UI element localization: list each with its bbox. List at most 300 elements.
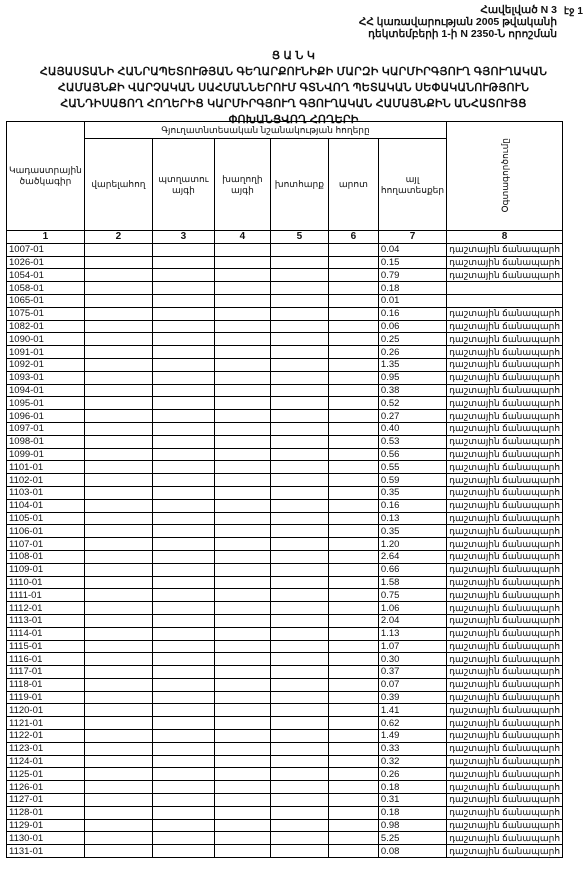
use-cell: դաշտային ճանապարհ <box>447 832 563 845</box>
cadastral-code-cell: 1096-01 <box>7 410 85 423</box>
other-lands-area-cell: 0.66 <box>378 563 446 576</box>
column-number: 8 <box>447 231 563 244</box>
vineyard-cell <box>214 576 270 589</box>
arable-cell <box>84 755 152 768</box>
use-cell: դաշտային ճանապարհ <box>447 602 563 615</box>
title-line-4: ՀԱՆԴԻՍԱՑՈՂ ՀՈՂԵՐԻՑ ԿԱՐՄԻՐԳՅՈՒՂ ԳՅՈՒՂԱԿԱՆ ՀԱՄԱՅՆՔԻՆ ԱՆՀԱՏՈՒՅՑ <box>60 98 527 110</box>
column-number: 2 <box>84 231 152 244</box>
hayfield-cell <box>270 755 328 768</box>
orchard-cell <box>152 768 214 781</box>
use-cell: դաշտային ճանապարհ <box>447 614 563 627</box>
pasture-cell <box>328 384 378 397</box>
arable-cell <box>84 768 152 781</box>
arable-cell <box>84 576 152 589</box>
use-cell: դաշտային ճանապարհ <box>447 410 563 423</box>
orchard-cell <box>152 371 214 384</box>
table-row <box>7 525 563 538</box>
pasture-cell <box>328 256 378 269</box>
document-title <box>0 48 587 128</box>
orchard-cell <box>152 474 214 487</box>
orchard-cell <box>152 448 214 461</box>
orchard-cell <box>152 691 214 704</box>
hayfield-cell <box>270 781 328 794</box>
header-arable: վարելահող <box>84 139 152 231</box>
vineyard-cell <box>214 627 270 640</box>
other-lands-area-cell: 5.25 <box>378 832 446 845</box>
pasture-cell <box>328 410 378 423</box>
pasture-cell <box>328 243 378 256</box>
hayfield-cell <box>270 307 328 320</box>
vineyard-cell <box>214 755 270 768</box>
orchard-cell <box>152 384 214 397</box>
orchard-cell <box>152 269 214 282</box>
vineyard-cell <box>214 435 270 448</box>
use-cell: դաշտային ճանապարհ <box>447 845 563 858</box>
hayfield-cell <box>270 320 328 333</box>
arable-cell <box>84 307 152 320</box>
hayfield-cell <box>270 794 328 807</box>
cadastral-code-cell: 1108-01 <box>7 550 85 563</box>
vineyard-cell <box>214 474 270 487</box>
cadastral-code-cell: 1103-01 <box>7 486 85 499</box>
use-cell: դաշտային ճանապարհ <box>447 806 563 819</box>
pasture-cell <box>328 755 378 768</box>
table-row <box>7 307 563 320</box>
arable-cell <box>84 589 152 602</box>
use-cell: դաշտային ճանապարհ <box>447 691 563 704</box>
hayfield-cell <box>270 563 328 576</box>
table-row <box>7 666 563 679</box>
use-cell: դաշտային ճանապարհ <box>447 435 563 448</box>
orchard-cell <box>152 806 214 819</box>
cadastral-code-cell: 1114-01 <box>7 627 85 640</box>
vineyard-cell <box>214 333 270 346</box>
orchard-cell <box>152 781 214 794</box>
table-row <box>7 550 563 563</box>
hayfield-cell <box>270 742 328 755</box>
pasture-cell <box>328 486 378 499</box>
orchard-cell <box>152 486 214 499</box>
table-row <box>7 845 563 858</box>
other-lands-area-cell: 1.13 <box>378 627 446 640</box>
use-cell: դաշտային ճանապարհ <box>447 512 563 525</box>
cadastral-code-cell: 1117-01 <box>7 666 85 679</box>
arable-cell <box>84 666 152 679</box>
vineyard-cell <box>214 678 270 691</box>
other-lands-area-cell: 2.04 <box>378 614 446 627</box>
vineyard-cell <box>214 346 270 359</box>
hayfield-cell <box>270 614 328 627</box>
orchard-cell <box>152 627 214 640</box>
pasture-cell <box>328 422 378 435</box>
vineyard-cell <box>214 307 270 320</box>
cadastral-code-cell: 1094-01 <box>7 384 85 397</box>
cadastral-code-cell: 1026-01 <box>7 256 85 269</box>
vineyard-cell <box>214 269 270 282</box>
table-row <box>7 320 563 333</box>
pasture-cell <box>328 333 378 346</box>
pasture-cell <box>328 294 378 307</box>
other-lands-area-cell: 0.18 <box>378 282 446 295</box>
use-cell: դաշտային ճանապարհ <box>447 358 563 371</box>
use-cell: դաշտային ճանապարհ <box>447 320 563 333</box>
cadastral-code-cell: 1118-01 <box>7 678 85 691</box>
pasture-cell <box>328 627 378 640</box>
arable-cell <box>84 269 152 282</box>
cadastral-code-cell: 1121-01 <box>7 717 85 730</box>
arable-cell <box>84 448 152 461</box>
cadastral-code-cell: 1109-01 <box>7 563 85 576</box>
arable-cell <box>84 602 152 615</box>
pasture-cell <box>328 653 378 666</box>
cadastral-code-cell: 1130-01 <box>7 832 85 845</box>
orchard-cell <box>152 346 214 359</box>
hayfield-cell <box>270 845 328 858</box>
vineyard-cell <box>214 730 270 743</box>
cadastral-code-cell: 1101-01 <box>7 461 85 474</box>
pasture-cell <box>328 346 378 359</box>
vineyard-cell <box>214 422 270 435</box>
header-vineyard: խաղողի այգի <box>214 139 270 231</box>
vineyard-cell <box>214 320 270 333</box>
arable-cell <box>84 794 152 807</box>
vineyard-cell <box>214 256 270 269</box>
hayfield-cell <box>270 422 328 435</box>
table-row <box>7 371 563 384</box>
vineyard-cell <box>214 358 270 371</box>
cadastral-code-cell: 1129-01 <box>7 819 85 832</box>
hayfield-cell <box>270 358 328 371</box>
hayfield-cell <box>270 371 328 384</box>
arable-cell <box>84 346 152 359</box>
orchard-cell <box>152 755 214 768</box>
hayfield-cell <box>270 666 328 679</box>
table-row <box>7 269 563 282</box>
arable-cell <box>84 538 152 551</box>
use-cell: դաշտային ճանապարհ <box>447 384 563 397</box>
orchard-cell <box>152 397 214 410</box>
pasture-cell <box>328 589 378 602</box>
hayfield-cell <box>270 576 328 589</box>
cadastral-code-cell: 1097-01 <box>7 422 85 435</box>
arable-cell <box>84 422 152 435</box>
cadastral-code-cell: 1127-01 <box>7 794 85 807</box>
orchard-cell <box>152 499 214 512</box>
other-lands-area-cell: 0.31 <box>378 794 446 807</box>
use-cell: դաշտային ճանապարհ <box>447 678 563 691</box>
vineyard-cell <box>214 589 270 602</box>
hayfield-cell <box>270 589 328 602</box>
pasture-cell <box>328 550 378 563</box>
cadastral-code-cell: 1125-01 <box>7 768 85 781</box>
other-lands-area-cell: 0.62 <box>378 717 446 730</box>
other-lands-area-cell: 0.40 <box>378 422 446 435</box>
pasture-cell <box>328 397 378 410</box>
cadastral-code-cell: 1131-01 <box>7 845 85 858</box>
use-cell: դաշտային ճանապարհ <box>447 576 563 589</box>
orchard-cell <box>152 307 214 320</box>
arable-cell <box>84 358 152 371</box>
table-row <box>7 499 563 512</box>
arable-cell <box>84 320 152 333</box>
pasture-cell <box>328 832 378 845</box>
pasture-cell <box>328 474 378 487</box>
table-row <box>7 781 563 794</box>
orchard-cell <box>152 243 214 256</box>
hayfield-cell <box>270 691 328 704</box>
orchard-cell <box>152 717 214 730</box>
orchard-cell <box>152 640 214 653</box>
other-lands-area-cell: 0.30 <box>378 653 446 666</box>
cadastral-code-cell: 1102-01 <box>7 474 85 487</box>
hayfield-cell <box>270 397 328 410</box>
column-number: 4 <box>214 231 270 244</box>
table-row <box>7 717 563 730</box>
pasture-cell <box>328 666 378 679</box>
pasture-cell <box>328 781 378 794</box>
hayfield-cell <box>270 435 328 448</box>
pasture-cell <box>328 704 378 717</box>
use-cell: դաշտային ճանապարհ <box>447 563 563 576</box>
other-lands-area-cell: 0.04 <box>378 243 446 256</box>
use-cell: դաշտային ճանապարհ <box>447 717 563 730</box>
column-number: 7 <box>378 231 446 244</box>
column-number: 1 <box>7 231 85 244</box>
table-row <box>7 448 563 461</box>
table-row <box>7 461 563 474</box>
arable-cell <box>84 845 152 858</box>
pasture-cell <box>328 806 378 819</box>
other-lands-area-cell: 0.27 <box>378 410 446 423</box>
annex-header <box>359 4 557 40</box>
header-other-lands: այլ հողատեսքեր <box>378 139 446 231</box>
vineyard-cell <box>214 282 270 295</box>
arable-cell <box>84 691 152 704</box>
pasture-cell <box>328 845 378 858</box>
use-cell: դաշտային ճանապարհ <box>447 550 563 563</box>
arable-cell <box>84 333 152 346</box>
hayfield-cell <box>270 294 328 307</box>
table-row <box>7 333 563 346</box>
hayfield-cell <box>270 243 328 256</box>
orchard-cell <box>152 525 214 538</box>
use-cell: դաշտային ճանապարհ <box>447 499 563 512</box>
cadastral-code-cell: 1095-01 <box>7 397 85 410</box>
pasture-cell <box>328 717 378 730</box>
vineyard-cell <box>214 640 270 653</box>
arable-cell <box>84 678 152 691</box>
vineyard-cell <box>214 614 270 627</box>
other-lands-area-cell: 0.16 <box>378 499 446 512</box>
vineyard-cell <box>214 294 270 307</box>
header-use-text: Օգտագործումը <box>499 137 510 213</box>
pasture-cell <box>328 435 378 448</box>
table-row <box>7 384 563 397</box>
cadastral-code-cell: 1120-01 <box>7 704 85 717</box>
pasture-cell <box>328 819 378 832</box>
pasture-cell <box>328 269 378 282</box>
vineyard-cell <box>214 243 270 256</box>
cadastral-code-cell: 1110-01 <box>7 576 85 589</box>
cadastral-code-cell: 1105-01 <box>7 512 85 525</box>
pasture-cell <box>328 461 378 474</box>
pasture-cell <box>328 602 378 615</box>
cadastral-code-cell: 1128-01 <box>7 806 85 819</box>
use-cell: դաշտային ճանապարհ <box>447 589 563 602</box>
arable-cell <box>84 717 152 730</box>
other-lands-area-cell: 0.01 <box>378 294 446 307</box>
hayfield-cell <box>270 653 328 666</box>
other-lands-area-cell: 0.32 <box>378 755 446 768</box>
vineyard-cell <box>214 845 270 858</box>
orchard-cell <box>152 704 214 717</box>
header-agri-group: Գյուղատնտեսական նշանակության հողերը <box>84 122 446 139</box>
hayfield-cell <box>270 704 328 717</box>
header-cadastral-code: Կադաստրային ծածկագիր <box>7 122 85 231</box>
table-row <box>7 589 563 602</box>
orchard-cell <box>152 794 214 807</box>
hayfield-cell <box>270 525 328 538</box>
other-lands-area-cell: 0.53 <box>378 435 446 448</box>
table-row <box>7 742 563 755</box>
pasture-cell <box>328 678 378 691</box>
hayfield-cell <box>270 819 328 832</box>
vineyard-cell <box>214 410 270 423</box>
vineyard-cell <box>214 717 270 730</box>
table-row <box>7 704 563 717</box>
arable-cell <box>84 486 152 499</box>
cadastral-code-cell: 1112-01 <box>7 602 85 615</box>
hayfield-cell <box>270 256 328 269</box>
hayfield-cell <box>270 832 328 845</box>
cadastral-code-cell: 1104-01 <box>7 499 85 512</box>
cadastral-code-cell: 1092-01 <box>7 358 85 371</box>
arable-cell <box>84 819 152 832</box>
land-register-table <box>6 121 563 858</box>
arable-cell <box>84 461 152 474</box>
table-row <box>7 832 563 845</box>
orchard-cell <box>152 550 214 563</box>
table-row <box>7 435 563 448</box>
vineyard-cell <box>214 794 270 807</box>
header-use <box>447 122 563 231</box>
other-lands-area-cell: 0.13 <box>378 512 446 525</box>
orchard-cell <box>152 576 214 589</box>
vineyard-cell <box>214 397 270 410</box>
use-cell: դաշտային ճանապարհ <box>447 627 563 640</box>
other-lands-area-cell: 0.25 <box>378 333 446 346</box>
table-row <box>7 614 563 627</box>
other-lands-area-cell: 0.59 <box>378 474 446 487</box>
table-row <box>7 576 563 589</box>
use-cell: դաշտային ճանապարհ <box>447 525 563 538</box>
cadastral-code-cell: 1115-01 <box>7 640 85 653</box>
use-cell: դաշտային ճանապարհ <box>447 538 563 551</box>
orchard-cell <box>152 256 214 269</box>
cadastral-code-cell: 1065-01 <box>7 294 85 307</box>
orchard-cell <box>152 320 214 333</box>
other-lands-area-cell: 0.33 <box>378 742 446 755</box>
arable-cell <box>84 832 152 845</box>
vineyard-cell <box>214 781 270 794</box>
column-number: 3 <box>152 231 214 244</box>
cadastral-code-cell: 1054-01 <box>7 269 85 282</box>
cadastral-code-cell: 1123-01 <box>7 742 85 755</box>
header-hayfield: խոտհարք <box>270 139 328 231</box>
hayfield-cell <box>270 640 328 653</box>
pasture-cell <box>328 525 378 538</box>
orchard-cell <box>152 294 214 307</box>
other-lands-area-cell: 0.18 <box>378 806 446 819</box>
use-cell: դաշտային ճանապարհ <box>447 742 563 755</box>
pasture-cell <box>328 563 378 576</box>
table-row <box>7 678 563 691</box>
orchard-cell <box>152 538 214 551</box>
vineyard-cell <box>214 653 270 666</box>
vineyard-cell <box>214 602 270 615</box>
pasture-cell <box>328 358 378 371</box>
table-row <box>7 512 563 525</box>
pasture-cell <box>328 512 378 525</box>
pasture-cell <box>328 730 378 743</box>
column-number: 6 <box>328 231 378 244</box>
pasture-cell <box>328 307 378 320</box>
other-lands-area-cell: 1.58 <box>378 576 446 589</box>
other-lands-area-cell: 1.35 <box>378 358 446 371</box>
other-lands-area-cell: 0.38 <box>378 384 446 397</box>
cadastral-code-cell: 1124-01 <box>7 755 85 768</box>
use-cell: դաշտային ճանապարհ <box>447 422 563 435</box>
table-row <box>7 755 563 768</box>
arable-cell <box>84 653 152 666</box>
vineyard-cell <box>214 486 270 499</box>
hayfield-cell <box>270 768 328 781</box>
hayfield-cell <box>270 678 328 691</box>
hayfield-cell <box>270 461 328 474</box>
hayfield-cell <box>270 602 328 615</box>
table-row <box>7 627 563 640</box>
use-cell: դաշտային ճանապարհ <box>447 819 563 832</box>
use-cell: դաշտային ճանապարհ <box>447 666 563 679</box>
vineyard-cell <box>214 371 270 384</box>
hayfield-cell <box>270 486 328 499</box>
use-cell: դաշտային ճանապարհ <box>447 461 563 474</box>
use-cell: դաշտային ճանապարհ <box>447 333 563 346</box>
arable-cell <box>84 730 152 743</box>
orchard-cell <box>152 742 214 755</box>
table-row <box>7 256 563 269</box>
annex-title: Հավելված N 3 <box>480 4 557 16</box>
hayfield-cell <box>270 512 328 525</box>
vineyard-cell <box>214 525 270 538</box>
arable-cell <box>84 806 152 819</box>
cadastral-code-cell: 1122-01 <box>7 730 85 743</box>
hayfield-cell <box>270 474 328 487</box>
arable-cell <box>84 256 152 269</box>
orchard-cell <box>152 563 214 576</box>
vineyard-cell <box>214 832 270 845</box>
table-row <box>7 294 563 307</box>
cadastral-code-cell: 1058-01 <box>7 282 85 295</box>
cadastral-code-cell: 1106-01 <box>7 525 85 538</box>
other-lands-area-cell: 0.15 <box>378 256 446 269</box>
orchard-cell <box>152 832 214 845</box>
pasture-cell <box>328 742 378 755</box>
other-lands-area-cell: 0.98 <box>378 819 446 832</box>
arable-cell <box>84 614 152 627</box>
use-cell: դաշտային ճանապարհ <box>447 448 563 461</box>
pasture-cell <box>328 576 378 589</box>
